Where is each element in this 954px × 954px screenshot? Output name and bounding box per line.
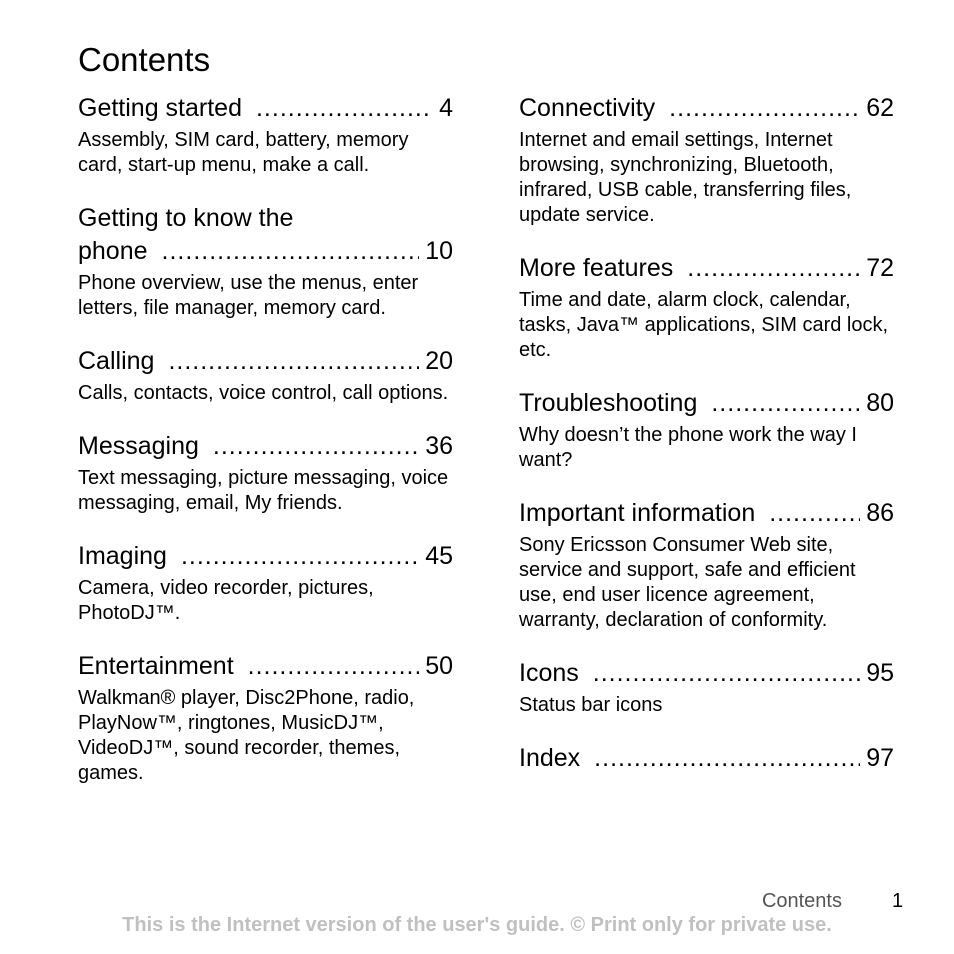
footer-section-label: Contents <box>761 890 842 912</box>
toc-leader-dots <box>248 650 420 683</box>
toc-page-number: 50 <box>425 652 453 680</box>
toc-column-right <box>519 92 894 799</box>
toc-entry-title: Connectivity <box>519 94 656 122</box>
toc-page-number: 20 <box>425 347 453 375</box>
toc-entry-icons[interactable] <box>519 657 894 718</box>
toc-leader-dots <box>256 92 433 125</box>
toc-entry-heading[interactable] <box>519 742 894 775</box>
toc-entry-heading[interactable] <box>519 92 894 125</box>
toc-entry-getting-started[interactable] <box>78 92 453 178</box>
toc-entry-title: Calling <box>78 347 155 375</box>
toc-entry-imaging[interactable] <box>78 540 453 626</box>
toc-entry-heading[interactable] <box>519 252 894 285</box>
toc-page-number: 86 <box>866 499 894 527</box>
toc-page-number: 97 <box>866 744 894 772</box>
toc-entry-description: Sony Ericsson Consumer Web site, service and support, safe and efficient use, end user licence agreement, warranty, declaration of conformity. <box>519 534 856 631</box>
toc-page-number: 95 <box>866 659 894 687</box>
toc-leader-dots <box>594 742 860 775</box>
toc-entry-heading[interactable] <box>78 540 453 573</box>
toc-entry-description: Time and date, alarm clock, calendar, tasks, Java™ applications, SIM card lock, etc. <box>519 289 889 361</box>
toc-entry-heading[interactable] <box>78 430 453 463</box>
toc-leader-dots <box>711 387 860 420</box>
toc-leader-dots <box>181 540 419 573</box>
toc-entry-important-information[interactable] <box>519 497 894 633</box>
toc-entry-entertainment[interactable] <box>78 650 453 786</box>
toc-entry-heading[interactable] <box>78 345 453 378</box>
toc-entry-calling[interactable] <box>78 345 453 406</box>
toc-page-number: 36 <box>425 432 453 460</box>
toc-entry-getting-to-know-the-phone[interactable] <box>78 202 453 321</box>
toc-entry-troubleshooting[interactable] <box>519 387 894 473</box>
toc-entry-title: Troubleshooting <box>519 389 698 417</box>
toc-entry-title: More features <box>519 254 674 282</box>
toc-entry-description: Why doesn’t the phone work the way I want? <box>519 424 857 471</box>
toc-page-number: 45 <box>425 542 453 570</box>
toc-leader-dots <box>769 497 860 530</box>
toc-entry-heading[interactable] <box>519 497 894 530</box>
toc-entry-description: Internet and email settings, Internet browsing, synchronizing, Bluetooth, infrared, USB cable, transferring files, update service. <box>519 129 852 226</box>
toc-entry-description: Assembly, SIM card, battery, memory card, start-up menu, make a call. <box>78 129 409 176</box>
toc-entry-description: Status bar icons <box>519 694 663 716</box>
toc-entry-title: Important information <box>519 499 756 527</box>
toc-leader-dots <box>213 430 419 463</box>
toc-entry-title: Getting started <box>78 94 242 122</box>
toc-entry-title-line1: Getting to know the <box>78 204 294 232</box>
toc-entry-heading[interactable] <box>78 202 453 268</box>
toc-entry-heading[interactable] <box>519 387 894 420</box>
toc-entry-index[interactable] <box>519 742 894 775</box>
toc-entry-title: Messaging <box>78 432 199 460</box>
toc-entry-description: Camera, video recorder, pictures, PhotoDJ™. <box>78 577 374 624</box>
toc-entry-messaging[interactable] <box>78 430 453 516</box>
toc-leader-dots <box>687 252 860 285</box>
toc-page-number: 4 <box>439 94 453 122</box>
toc-column-left <box>78 92 453 810</box>
toc-page-number: 72 <box>866 254 894 282</box>
toc-leader-dots <box>162 235 420 268</box>
toc-page-number: 10 <box>425 237 453 265</box>
toc-leader-dots <box>669 92 860 125</box>
toc-leader-dots <box>593 657 860 690</box>
toc-entry-description: Calls, contacts, voice control, call options. <box>78 382 449 404</box>
toc-entry-description: Text messaging, picture messaging, voice messaging, email, My friends. <box>78 467 449 514</box>
toc-entry-description: Phone overview, use the menus, enter letters, file manager, memory card. <box>78 272 419 319</box>
toc-page-number: 62 <box>866 94 894 122</box>
toc-entry-title: Icons <box>519 659 579 687</box>
toc-leader-dots <box>168 345 419 378</box>
toc-entry-more-features[interactable] <box>519 252 894 363</box>
toc-entry-title: phone <box>78 237 148 265</box>
toc-entry-title: Index <box>519 744 581 772</box>
toc-entry-heading[interactable] <box>519 657 894 690</box>
footer-notice: This is the Internet version of the user's guide. © Print only for private use. <box>122 914 832 936</box>
toc-entry-title: Entertainment <box>78 652 234 680</box>
toc-entry-connectivity[interactable] <box>519 92 894 228</box>
footer-page-number: 1 <box>892 890 904 912</box>
toc-page-number: 80 <box>866 389 894 417</box>
toc-entry-heading[interactable] <box>78 650 453 683</box>
toc-entry-heading[interactable] <box>78 92 453 125</box>
toc-entry-title: Imaging <box>78 542 167 570</box>
toc-entry-description: Walkman® player, Disc2Phone, radio, PlayNow™, ringtones, MusicDJ™, VideoDJ™, sound recorder, themes, games. <box>78 687 415 784</box>
page-title: Contents <box>78 41 211 78</box>
